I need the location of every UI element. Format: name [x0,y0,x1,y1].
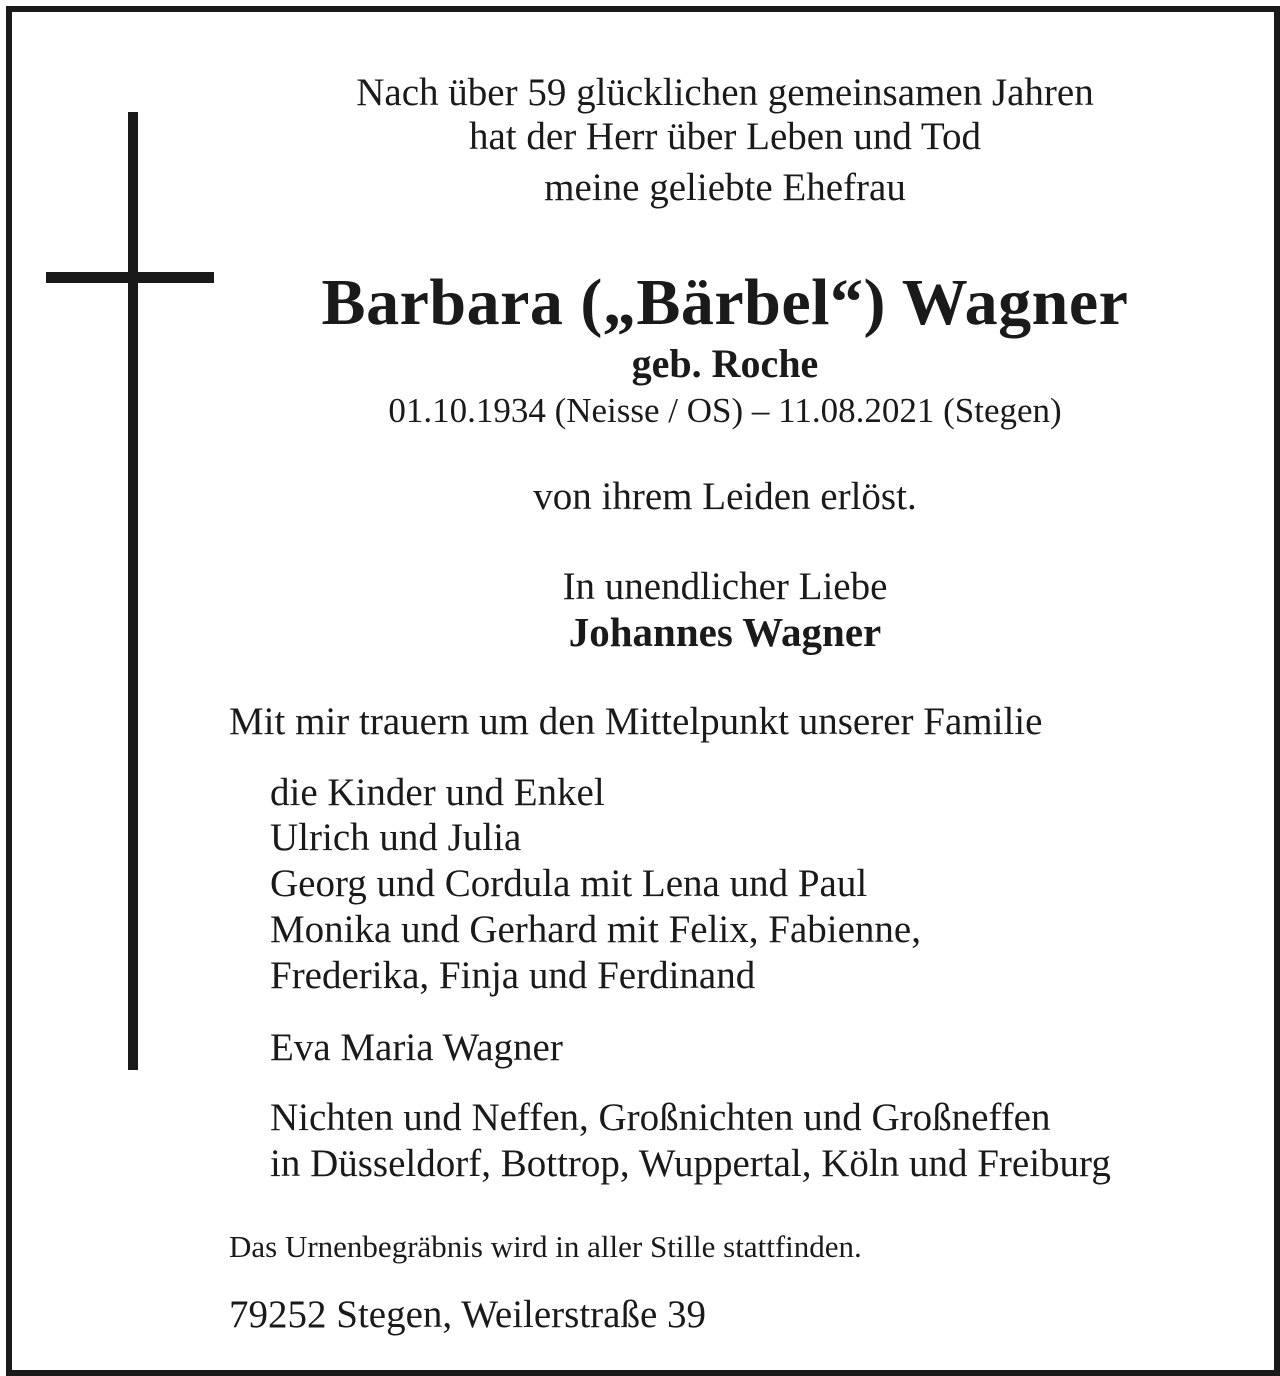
address: 79252 Stegen, Weilerstraße 39 [229,1293,707,1336]
relatives-line-1: Nichten und Neffen, Großnichten und Großneffen [270,1096,1051,1139]
cross-icon [128,112,138,1070]
intro-line-2: hat der Herr über Leben und Tod [468,115,982,158]
mourners-intro: Mit mir trauern um den Mittelpunkt unserer Familie [229,700,1043,743]
signature-name: Johannes Wagner [568,609,882,655]
deceased-name: Barbara („Bärbel“) Wagner [321,266,1129,339]
cross-icon-bar [46,272,214,283]
funeral-note: Das Urnenbegräbnis wird in aller Stille stattfinden. [229,1229,862,1264]
relatives-line-2: in Düsseldorf, Bottrop, Wuppertal, Köln und Freiburg [270,1142,1111,1185]
family-line-5: Frederika, Finja und Ferdinand [270,954,756,997]
family-line-4: Monika und Gerhard mit Felix, Fabienne, [270,908,921,951]
released-text: von ihrem Leiden erlöst. [533,475,917,518]
family-line-3: Georg und Cordula mit Lena und Paul [270,862,868,905]
intro-line-1: Nach über 59 glücklichen gemeinsamen Jahren [356,71,1094,114]
family-line-2: Ulrich und Julia [270,816,522,859]
born-name: geb. Roche [631,341,819,386]
signature-phrase: In unendlicher Liebe [562,565,888,608]
sister-name: Eva Maria Wagner [270,1026,563,1069]
intro-line-3: meine geliebte Ehefrau [544,166,906,209]
family-line-1: die Kinder und Enkel [270,771,605,814]
life-dates: 01.10.1934 (Neisse / OS) – 11.08.2021 (Stegen) [388,391,1062,430]
